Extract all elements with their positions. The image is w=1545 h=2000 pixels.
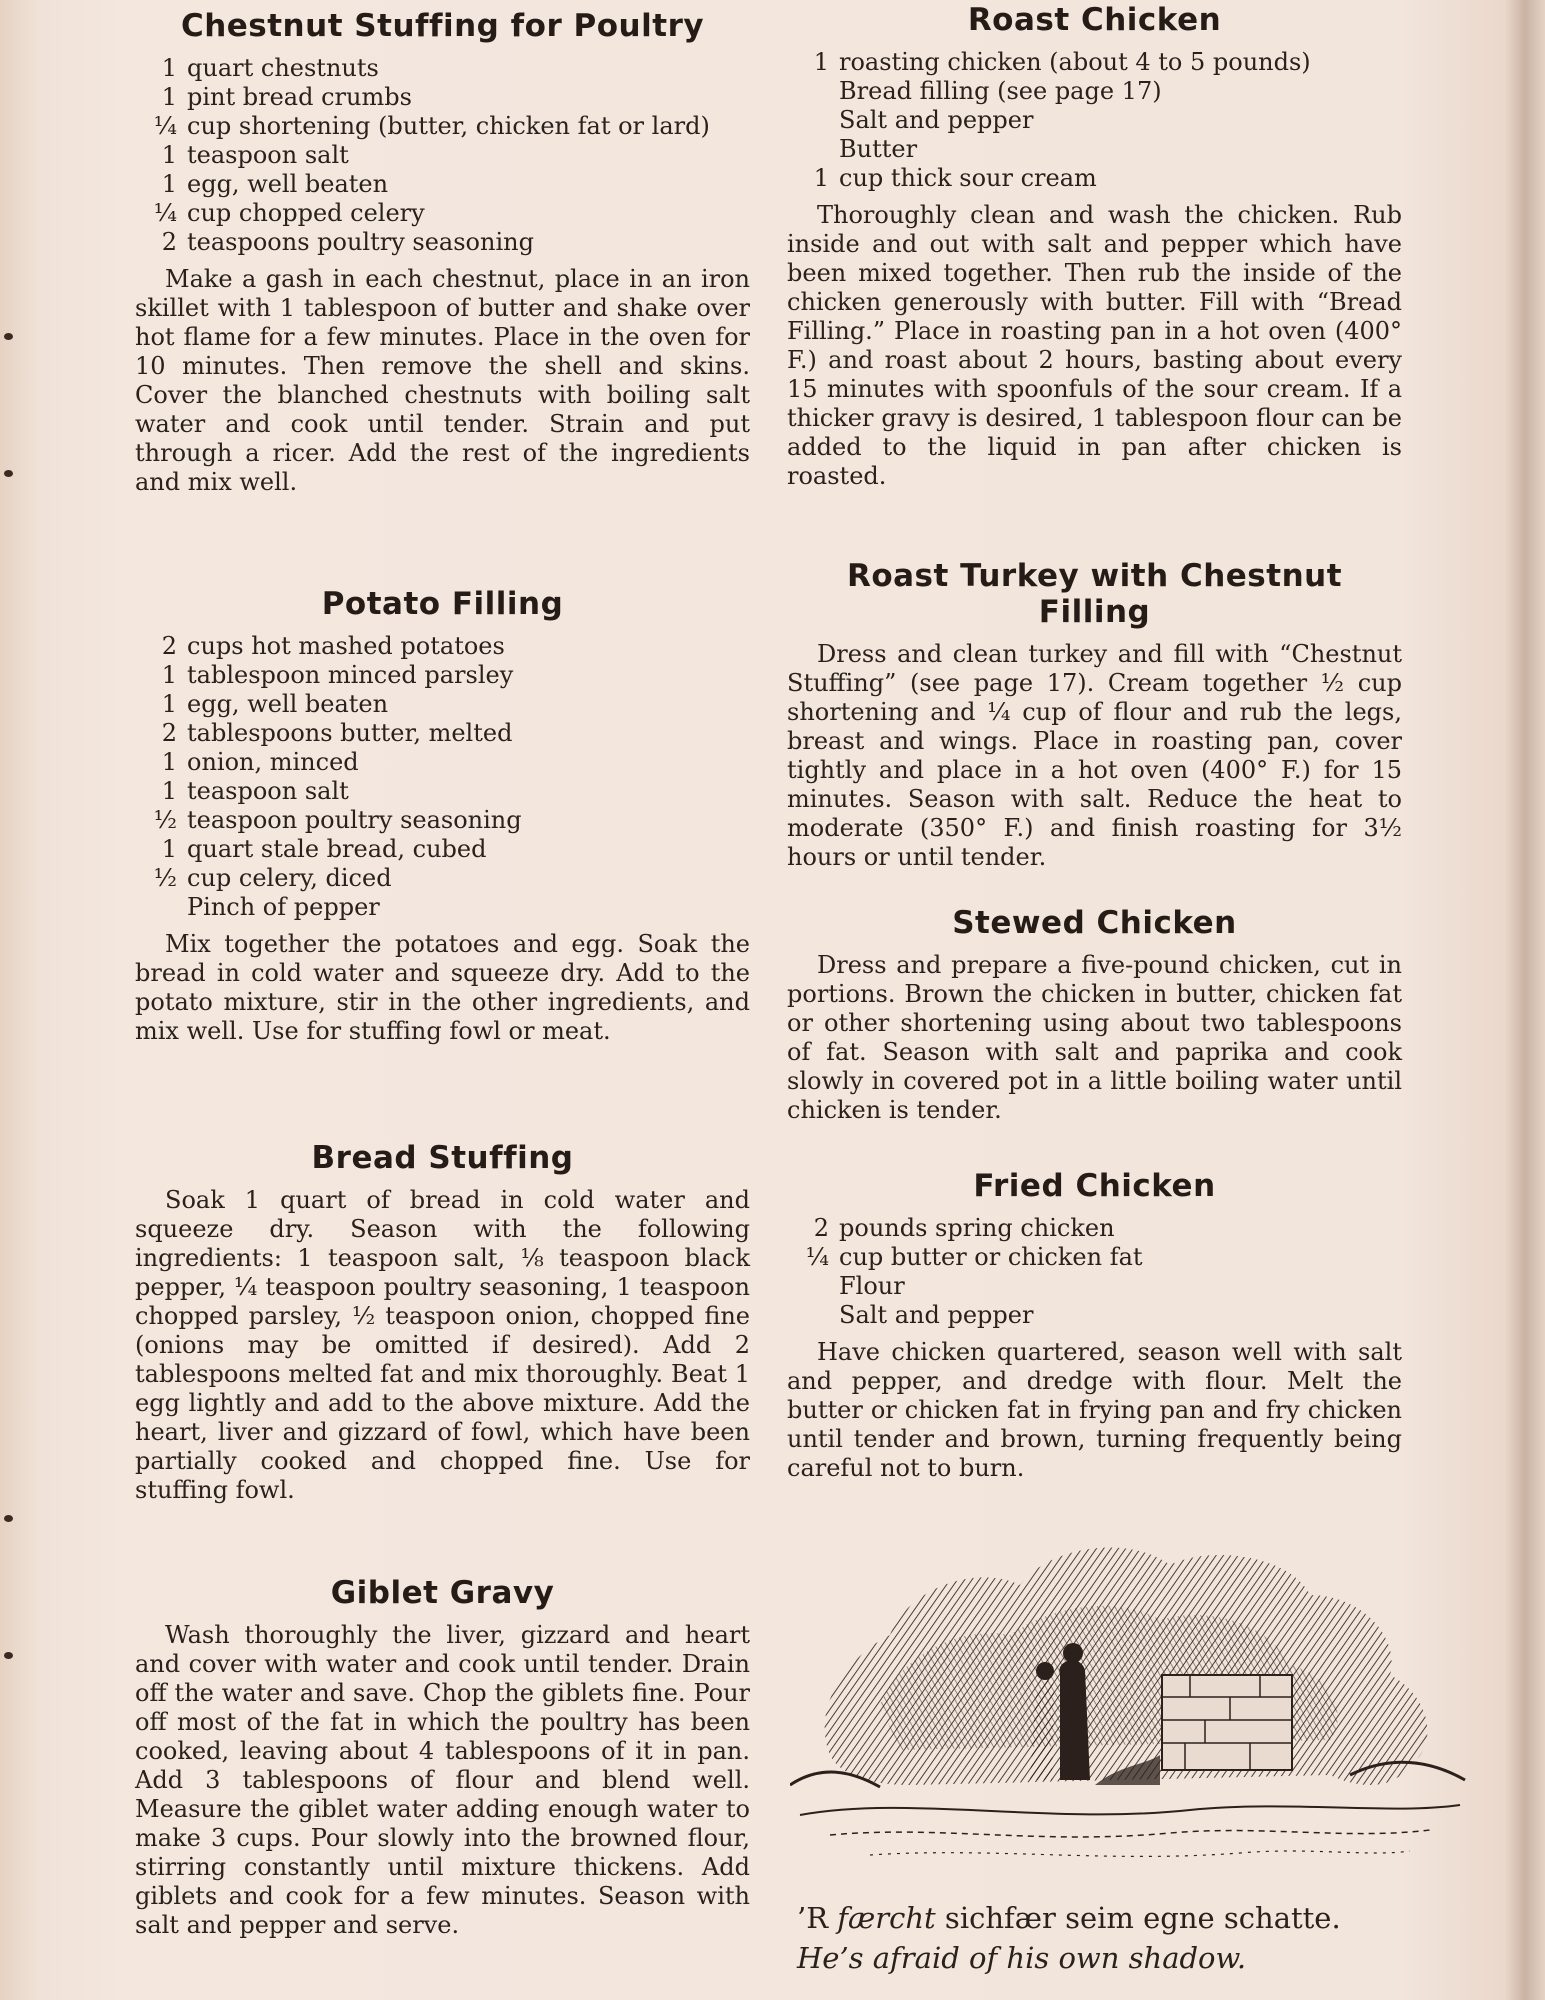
- ingredient-text: cup shortening (butter, chicken fat or lard): [187, 112, 710, 140]
- recipe-title: Roast Turkey with Chestnut Filling: [846, 558, 1343, 630]
- ingredient-item: [787, 135, 1402, 164]
- ingredient-text: onion, minced: [187, 748, 359, 776]
- ingredient-item: [135, 112, 750, 141]
- ingredient-qty: 1: [161, 748, 177, 776]
- recipe-bread-stuffing: [135, 1140, 750, 1505]
- ingredient-qty: ¼: [153, 199, 177, 227]
- recipe-title: Chestnut Stuffing for Poultry: [180, 8, 705, 44]
- ingredient-item: [787, 1272, 1402, 1301]
- ingredient-text: pounds spring chicken: [839, 1214, 1115, 1242]
- ingredient-item: [787, 1301, 1402, 1330]
- ingredient-text: quart stale bread, cubed: [187, 835, 487, 863]
- ingredient-text: Bread filling (see page 17): [839, 77, 1162, 105]
- recipe-title: Stewed Chicken: [952, 905, 1237, 941]
- ingredient-text: roasting chicken (about 4 to 5 pounds): [839, 48, 1311, 76]
- recipe-method: Soak 1 quart of bread in cold water and squeeze dry. Season with the following ingredients: 1 teaspoon salt, ⅛ teaspoon black pepper, ¼ teaspoon poultry seasoning, 1 teaspoon chopped parsley, ½ teaspoon onion, chopped fine (onions may be omitted if desired). Add 2 tablespoons melted fat and mix thoroughly. Beat 1 egg lightly and add to the above mixture. Add the heart, liver and gizzard of fowl, which have been partially cooked and chopped fine. Use for stuffing fowl.: [135, 1186, 750, 1504]
- ingredient-list: [787, 1214, 1402, 1330]
- recipe-title: Fried Chicken: [973, 1168, 1216, 1204]
- ingredient-qty: 2: [813, 1214, 829, 1242]
- recipe-method: Wash thoroughly the liver, gizzard and heart and cover with water and cook until tender. Drain off the water and save. Chop the giblets fine. Pour off most of the fat in which the poultry has been cooked, leaving about 4 tablespoons of it in pan. Add 3 tablespoons of flour and blend well. Measure the giblet water adding enough water to make 3 cups. Pour slowly into the browned flour, stirring constantly until mixture thickens. Add giblets and cook for a few minutes. Season with salt and pepper and serve.: [135, 1621, 750, 1939]
- woodcut-tree-figure-icon: [790, 1525, 1470, 1885]
- ingredient-qty: 1: [161, 777, 177, 805]
- ingredient-text: teaspoons poultry seasoning: [187, 228, 534, 256]
- recipe-roast-turkey: [787, 558, 1402, 872]
- ingredient-list: [787, 48, 1402, 193]
- ingredient-qty: 2: [161, 632, 177, 660]
- ingredient-qty: 2: [161, 228, 177, 256]
- recipe-giblet-gravy: [135, 1575, 750, 1940]
- ingredient-text: quart chestnuts: [187, 54, 379, 82]
- ingredient-qty: [787, 1301, 839, 1330]
- ingredient-item: [787, 77, 1402, 106]
- ingredient-item: [787, 1214, 1402, 1243]
- binding-mark: [4, 333, 13, 340]
- ingredient-qty: ½: [153, 864, 177, 892]
- ingredient-qty: [787, 1272, 839, 1301]
- proverb-rest: sichfær seim egne schatte.: [935, 1901, 1341, 1935]
- ingredient-qty: ¼: [805, 1243, 829, 1271]
- ingredient-item: [787, 1243, 1402, 1272]
- recipe-title: Giblet Gravy: [330, 1575, 555, 1611]
- recipe-title: Potato Filling: [321, 586, 564, 622]
- ingredient-text: cup thick sour cream: [839, 164, 1097, 192]
- ingredient-item: [135, 661, 750, 690]
- binding-mark: [4, 470, 13, 477]
- ingredient-item: [135, 83, 750, 112]
- ingredient-item: [135, 748, 750, 777]
- ingredient-text: teaspoon poultry seasoning: [187, 806, 522, 834]
- ingredient-qty: [787, 77, 839, 106]
- ingredient-list: [135, 632, 750, 922]
- ingredient-item: [787, 106, 1402, 135]
- ingredient-qty: 2: [161, 719, 177, 747]
- ingredient-item: [135, 170, 750, 199]
- ingredient-item: [135, 199, 750, 228]
- ingredient-text: Butter: [839, 135, 918, 163]
- ingredient-text: Salt and pepper: [839, 106, 1034, 134]
- ingredient-item: [135, 893, 750, 922]
- ingredient-item: [135, 228, 750, 257]
- ingredient-text: tablespoons butter, melted: [187, 719, 513, 747]
- recipe-title: Bread Stuffing: [311, 1140, 574, 1176]
- ingredient-text: egg, well beaten: [187, 690, 389, 718]
- ingredient-qty: 1: [161, 141, 177, 169]
- recipe-potato-filling: [135, 586, 750, 1046]
- ingredient-item: [135, 54, 750, 83]
- ingredient-text: teaspoon salt: [187, 777, 349, 805]
- proverb-prefix: ’R: [797, 1901, 838, 1935]
- recipe-method: Thoroughly clean and wash the chicken. Rub inside and out with salt and pepper which have been mixed together. Then rub the inside of the chicken generously with butter. Fill with “Bread Filling.” Place in roasting pan in a hot oven (400° F.) and roast about 2 hours, basting about every 15 minutes with spoonfuls of the sour cream. If a thicker gravy is desired, 1 tablespoon flour can be added to the liquid in pan after chicken is roasted.: [787, 201, 1402, 490]
- ingredient-list: [135, 54, 750, 257]
- recipe-roast-chicken: [787, 2, 1402, 491]
- ingredient-text: egg, well beaten: [187, 170, 389, 198]
- ingredient-qty: 1: [161, 835, 177, 863]
- recipe-chestnut-stuffing: [135, 8, 750, 497]
- ingredient-text: cup chopped celery: [187, 199, 425, 227]
- ingredient-item: [135, 777, 750, 806]
- ingredient-qty: ¼: [153, 112, 177, 140]
- ingredient-item: [135, 864, 750, 893]
- ingredient-text: cup celery, diced: [187, 864, 392, 892]
- ingredient-qty: 1: [161, 54, 177, 82]
- recipe-method: Have chicken quartered, season well with salt and pepper, and dredge with flour. Melt the butter or chicken fat in frying pan and fry chicken until tender and brown, turning frequently being careful not to burn.: [787, 1338, 1402, 1482]
- ingredient-text: cup butter or chicken fat: [839, 1243, 1143, 1271]
- binding-mark: [4, 1652, 13, 1659]
- ingredient-item: [135, 141, 750, 170]
- proverb: [797, 1898, 1437, 1978]
- ingredient-qty: 1: [161, 170, 177, 198]
- ingredient-text: Pinch of pepper: [187, 893, 380, 921]
- recipe-method: Dress and clean turkey and fill with “Chestnut Stuffing” (see page 17). Cream together ½ cup shortening and ¼ cup of flour and rub the legs, breast and wings. Place in roasting pan, cover tightly and place in a hot oven (400° F.) for 15 minutes. Season with salt. Reduce the heat to moderate (350° F.) and finish roasting for 3½ hours or until tender.: [787, 640, 1402, 871]
- ingredient-qty: [787, 135, 839, 164]
- recipe-stewed-chicken: [787, 905, 1402, 1125]
- ingredient-qty: [787, 106, 839, 135]
- recipe-method: Dress and prepare a five-pound chicken, cut in portions. Brown the chicken in butter, chicken fat or other shortening using about two tablespoons of fat. Season with salt and paprika and cook slowly in covered pot in a little boiling water until chicken is tender.: [787, 951, 1402, 1124]
- ingredient-text: pint bread crumbs: [187, 83, 412, 111]
- ingredient-item: [135, 719, 750, 748]
- ingredient-item: [135, 690, 750, 719]
- binding-mark: [4, 1515, 13, 1522]
- proverb-translation: He’s afraid of his own shadow.: [797, 1941, 1247, 1975]
- recipe-method: Mix together the potatoes and egg. Soak the bread in cold water and squeeze dry. Add to the potato mixture, stir in the other ingredients, and mix well. Use for stuffing fowl or meat.: [135, 930, 750, 1045]
- ingredient-qty: 1: [813, 164, 829, 192]
- proverb-dialect-word: færcht: [837, 1901, 936, 1935]
- ingredient-item: [135, 806, 750, 835]
- ingredient-qty: 1: [161, 661, 177, 689]
- ingredient-item: [135, 835, 750, 864]
- ingredient-text: Flour: [839, 1272, 905, 1300]
- ingredient-text: tablespoon minced parsley: [187, 661, 514, 689]
- recipe-fried-chicken: [787, 1168, 1402, 1483]
- recipe-title: Roast Chicken: [967, 2, 1222, 38]
- ingredient-text: teaspoon salt: [187, 141, 349, 169]
- ingredient-qty: 1: [813, 48, 829, 76]
- ingredient-item: [787, 48, 1402, 77]
- ingredient-item: [787, 164, 1402, 193]
- ingredient-text: Salt and pepper: [839, 1301, 1034, 1329]
- ingredient-item: [135, 632, 750, 661]
- ingredient-qty: 1: [161, 690, 177, 718]
- ingredient-qty: [135, 893, 187, 922]
- ingredient-qty: 1: [161, 83, 177, 111]
- ingredient-text: cups hot mashed potatoes: [187, 632, 505, 660]
- recipe-method: Make a gash in each chestnut, place in an iron skillet with 1 tablespoon of butter and shake over hot flame for a few minutes. Place in the oven for 10 minutes. Then remove the shell and skins. Cover the blanched chestnuts with boiling salt water and cook until tender. Strain and put through a ricer. Add the rest of the ingredients and mix well.: [135, 265, 750, 496]
- ingredient-qty: ½: [153, 806, 177, 834]
